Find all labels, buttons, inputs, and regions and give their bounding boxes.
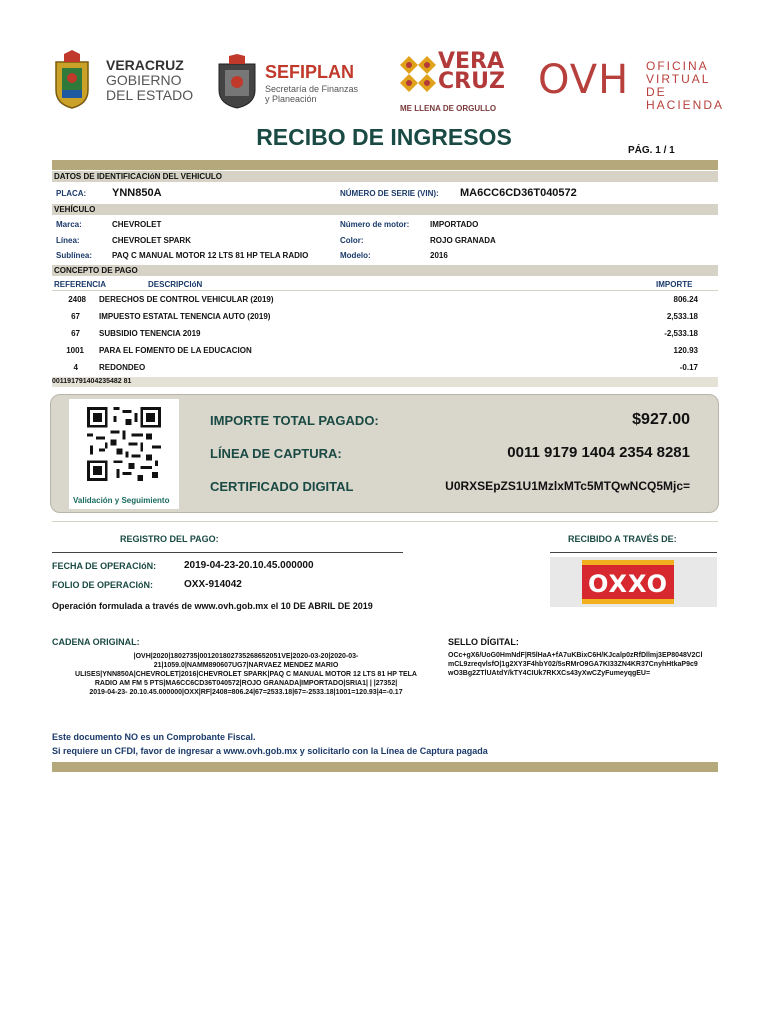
ovh-big-text: OVH (538, 57, 630, 103)
cadena-line: RADIO AM FM 5 PTS|MA6CC6CD36T040572|ROJO GRANADA|IMPORTADO|SRIA1| | |27352| (94, 680, 398, 687)
modelo-value: 2016 (430, 251, 448, 260)
veracruz-line1: VERACRUZ (106, 57, 184, 73)
ovh-line1: OFICINA (646, 59, 709, 73)
table-row (52, 312, 718, 329)
table-row (52, 346, 718, 363)
sefiplan-title: SEFIPLAN (265, 62, 355, 82)
qr-code-icon (87, 407, 161, 481)
sublinea-value: PAQ C MANUAL MOTOR 12 LTS 81 HP TELA RADIO (112, 251, 309, 260)
cadena-line: ULISES|YNN850A|CHEVROLET|2016|CHEVROLET SPARK|PAQ C MANUAL MOTOR 12 LTS 81 HP TELA (75, 671, 417, 678)
notice-line2: Si requiere un CFDI, favor de ingresar a www.ovh.gob.mx y solicitarlo con la Línea de Captura pagada (52, 746, 488, 756)
total-label: IMPORTE TOTAL PAGADO: (210, 413, 379, 428)
underline (550, 552, 717, 553)
brand-line2: CRUZ (438, 69, 505, 94)
operacion-text: Operación formulada a través de www.ovh.gob.mx el 10 DE ABRIL DE 2019 (52, 601, 373, 611)
vehiculo-heading: VEHÍCULO (54, 205, 96, 214)
sello-label: SELLO DÍGITAL: (448, 637, 519, 647)
pattern-icon (400, 56, 436, 92)
document-title: RECIBO DE INGRESOS (256, 124, 512, 150)
gold-divider (52, 160, 718, 170)
row-amount: 2,533.18 (666, 312, 698, 321)
cert-value: U0RXSEpZS1U1MzlxMTc5MTQwNCQ5Mjc= (445, 479, 690, 493)
captura-label: LÍNEA DE CAPTURA: (210, 446, 342, 461)
section-bar (52, 265, 718, 276)
color-label: Color: (340, 236, 364, 245)
row-desc: REDONDEO (99, 363, 146, 372)
fecha-label: FECHA DE OPERACIóN: (52, 561, 157, 571)
folio-label: FOLIO DE OPERACIóN: (52, 580, 153, 590)
color-value: ROJO GRANADA (430, 236, 496, 245)
linea-value: CHEVROLET SPARK (112, 236, 191, 245)
placa-value: YNN850A (112, 187, 162, 199)
vehicle-section-heading: DATOS DE IDENTIFICACIóN DEL VEHICULO (54, 172, 223, 181)
folio-value: OXX-914042 (184, 579, 242, 590)
underline (52, 552, 403, 553)
sefiplan-sub1: Secretaría de Finanzas (265, 84, 359, 94)
recibido-heading: RECIBIDO A TRAVÉS DE: (568, 534, 677, 544)
concept-heading: CONCEPTO DE PAGO (54, 266, 138, 275)
footer-code-bar (52, 377, 718, 387)
linea-label: Línea: (56, 236, 80, 245)
ovh-logo (538, 55, 725, 112)
row-ref: 2408 (68, 295, 86, 304)
veracruz-line3: DEL ESTADO (106, 87, 194, 103)
sello-line: mCL9zreqvlsfO|1g2XY3F4hbY02/5sRMrO9GA7KI33ZN4KR37CnyhHtkaP9c9 (448, 661, 698, 668)
motor-value: IMPORTADO (430, 220, 479, 229)
row-amount: -0.17 (679, 363, 698, 372)
col-amount-header: IMPORTE (656, 280, 693, 289)
notice-line1: Este documento NO es un Comprobante Fiscal. (52, 732, 256, 742)
row-ref: 4 (73, 363, 78, 372)
notice (52, 730, 488, 758)
brand-tagline: ME LLENA DE ORGULLO (400, 104, 497, 113)
cadena-label: CADENA ORIGINAL: (52, 637, 140, 647)
row-desc: IMPUESTO ESTATAL TENENCIA AUTO (2019) (99, 312, 271, 321)
table-row (52, 295, 718, 312)
row-amount: -2,533.18 (664, 329, 698, 338)
qr-code[interactable] (69, 399, 179, 509)
sefiplan-sub2: y Planeación (265, 94, 317, 104)
cadena-line: |OVH|2020|1802735|001201802735268652051VE|2020-03-20|2020-03- (133, 653, 359, 660)
row-desc: SUBSIDIO TENENCIA 2019 (99, 329, 201, 338)
sello-line: wO3Bg2ZTlUAtdY/kTY4CIUk7RKXCs43yXwCZyFumeyqgEU= (448, 670, 651, 677)
total-value: $927.00 (632, 411, 690, 428)
section-bar (52, 204, 718, 215)
sefiplan-seal-icon (215, 54, 259, 110)
veracruz-seal-icon (50, 50, 94, 110)
page-number: PÁG. 1 / 1 (628, 145, 675, 156)
gold-divider-bottom (52, 762, 718, 772)
cadena-text (46, 652, 446, 697)
marca-value: CHEVROLET (112, 220, 162, 229)
cert-label: CERTIFICADO DIGITAL (210, 479, 354, 494)
sello-text (448, 651, 720, 678)
row-ref: 67 (71, 329, 80, 338)
veracruz-government-logo (50, 50, 200, 112)
sello-line: OCc+gX6/UoG0HmNdF|R5lHaA+fA7uKBixC6H/KJcalp0zRfDllmj3EP8048V2Cl (448, 652, 703, 659)
placa-label: PLACA: (56, 189, 87, 198)
registro-heading: REGISTRO DEL PAGO: (120, 534, 219, 544)
sublinea-label: Sublínea: (56, 251, 93, 260)
veracruz-line2: GOBIERNO (106, 72, 182, 88)
modelo-label: Modelo: (340, 251, 371, 260)
ovh-line3: HACIENDA (646, 98, 725, 112)
row-desc: DERECHOS DE CONTROL VEHICULAR (2019) (99, 295, 274, 304)
row-ref: 1001 (66, 346, 84, 355)
row-amount: 120.93 (673, 346, 698, 355)
footer-code: 001191791404235482 81 (52, 378, 132, 385)
row-ref: 67 (71, 312, 80, 321)
col-ref-header: REFERENCIA (54, 280, 107, 289)
ovh-line2: VIRTUAL DE (646, 72, 711, 99)
serie-label: NÚMERO DE SERIE (VIN): (340, 189, 439, 198)
header-divider (52, 290, 718, 291)
cadena-line: 21|1059.0|NAMM890607UG7|NARVAEZ MENDEZ MARIO (153, 662, 339, 669)
cadena-line: 2019-04-23- 20.10.45.000000|OXX|RF|2408=806.24|67=2533.18|67=-2533.18|1001=120.93|4=-0.17 (89, 689, 403, 696)
fecha-value: 2019-04-23-20.10.45.000000 (184, 560, 314, 571)
qr-caption: Validación y Seguimiento (73, 496, 170, 505)
marca-label: Marca: (56, 220, 82, 229)
payment-summary (50, 394, 719, 513)
veracruz-brand-logo (400, 48, 510, 118)
concept-table (52, 295, 718, 380)
row-desc: PARA EL FOMENTO DE LA EDUCACION (99, 346, 252, 355)
brand-line1: VERA (438, 49, 505, 74)
sefiplan-logo (215, 52, 385, 112)
serie-value: MA6CC6CD36T040572 (460, 187, 577, 199)
oxxo-logo (550, 557, 717, 607)
table-row (52, 329, 718, 346)
captura-value: 0011 9179 1404 2354 8281 (507, 444, 690, 461)
motor-label: Número de motor: (340, 220, 410, 229)
divider (52, 521, 718, 522)
col-desc-header: DESCRIPCIóN (148, 280, 203, 289)
row-amount: 806.24 (673, 295, 698, 304)
oxxo-text: OXXO (587, 570, 669, 598)
